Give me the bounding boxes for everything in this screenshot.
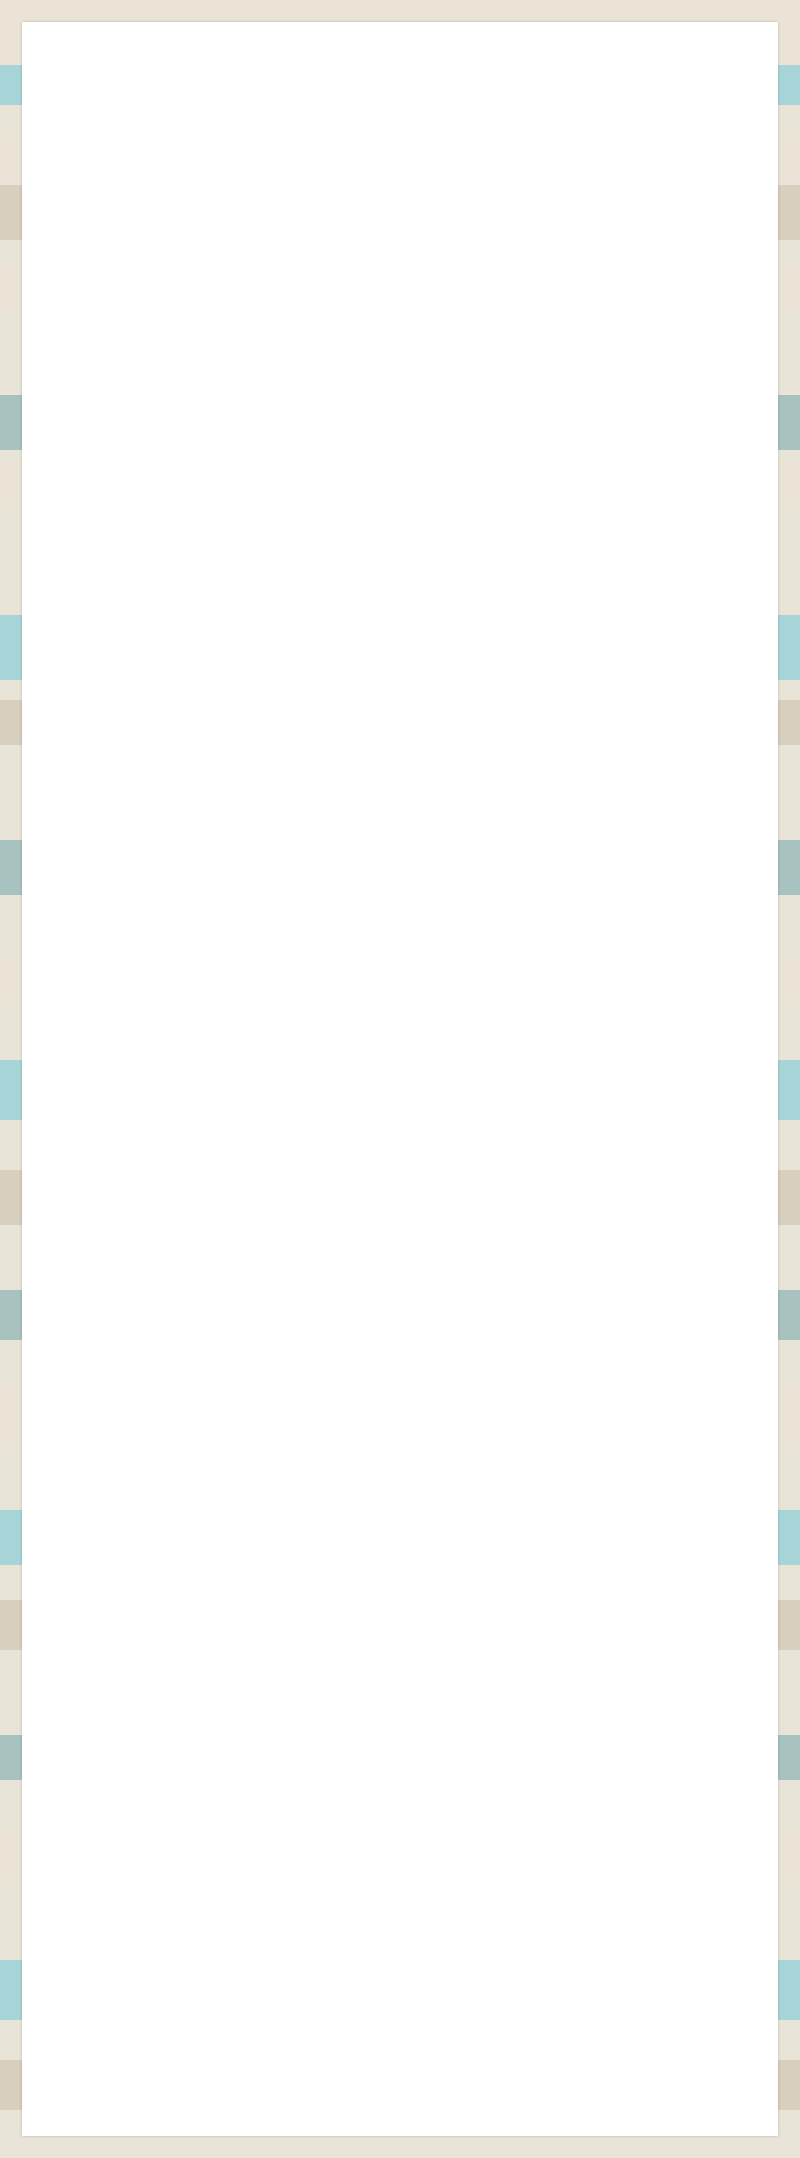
lyrics-card <box>22 22 778 2136</box>
